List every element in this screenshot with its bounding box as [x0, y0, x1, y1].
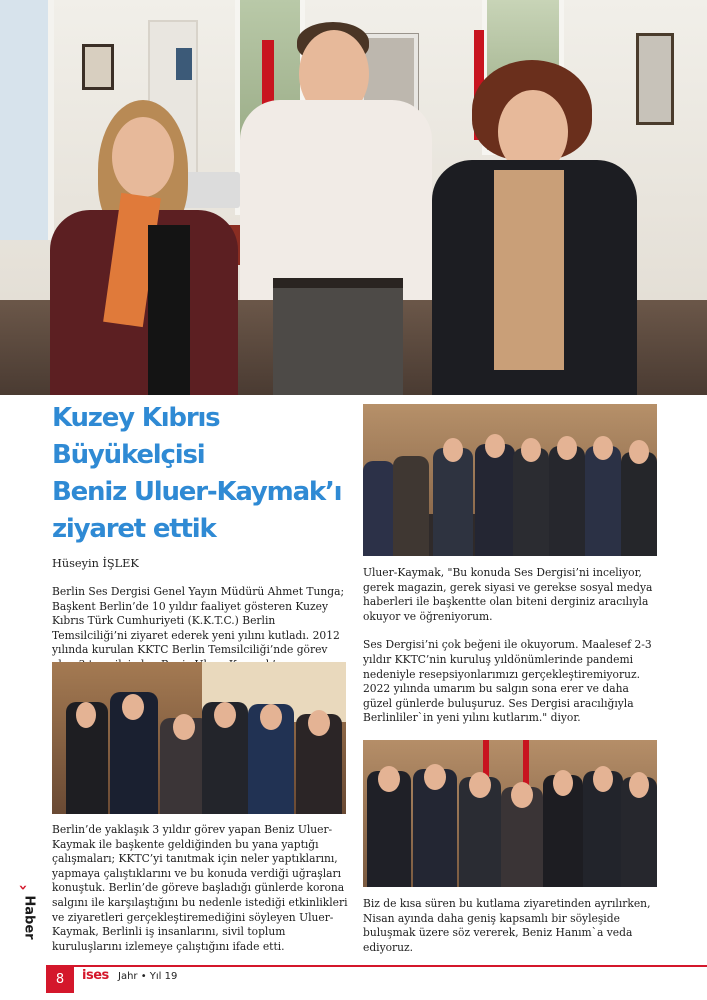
footer-rule	[46, 965, 707, 967]
headline-line-1: Kuzey Kıbrıs Büyükelçisi	[52, 403, 220, 470]
headline-line-2: Beniz Uluer-Kaymak’ı	[52, 477, 342, 507]
headline-line-3: ziyaret ettik	[52, 514, 216, 544]
photo-group-top-right	[363, 404, 657, 556]
paragraph-3: Uluer-Kaymak, "Bu konuda Ses Dergisi’ni inceliyor, gerek magazin, gerek siyasi ve gerekse sosyal medya haberleri ile başkentte olan biteni derginiz aracılıyla okuyor ve öğreniyorum.	[363, 566, 653, 623]
paragraph-1: Berlin Ses Dergisi Genel Yayın Müdürü Ahmet Tunga; Başkent Berlin’de 10 yıldır faaliyet gösteren Kuzey Kıbrıs Türk Cumhuriyeti (K.K.T.C.) Berlin Temsilciliği’ni ziyaret ederek yeni yılını kutladı. 2012 yılında kurulan KKTC Berlin Temsilciliği’nde görev	[52, 585, 345, 657]
paragraph-4: Ses Dergisi’ni çok beğeni ile okuyorum. Maalesef 2-3 yıldır KKTC’nin kuruluş yıldönümlerinde pandemi nedeniyle resepsiyonlarımızı gerçekleştiremiyoruz. 2022 yılında umarım bu salgın sona erer ve daha güzel günlerde buluşuruz. Ses Dergisi aracılığıyla Berlinliler`in yeni yılını kutlarım." diyor.	[363, 638, 652, 725]
ses-logo-icon: ises	[82, 968, 109, 983]
headline	[52, 398, 348, 548]
paragraph-2: Berlin’de yaklaşık 3 yıldır görev yapan Beniz Uluer-Kaymak ile başkente geldiğinden bu yana yaptığı çalışmaları; KKTC’yi tanıtmak için neler yaptıklarını, yapmaya çalıştıklarını ve bu konuda verdiği uğraşları konuştuk. Berlin’de göreve başladığı günlerde korona salgını ile karşılaştığını bu nedenle istediği etkinlikleri ve ziyaretleri gerçekleştiremediğini söyleyen Uluer-Kaymak, Berlinli iş insanlarını, sivil toplum kuruluşlarını izlemeye çalıştığını ifade etti.	[52, 823, 348, 953]
page-number: 8	[46, 967, 74, 993]
section-label	[14, 880, 40, 940]
left-column	[52, 398, 348, 702]
section-label-text: Haber	[21, 895, 37, 940]
photo-group-bottom-right	[363, 740, 657, 887]
right-column	[363, 566, 659, 726]
chevron-right-icon: ›	[14, 884, 33, 891]
photo-group-left	[52, 662, 346, 814]
author-byline: Hüseyin İŞLEK	[52, 557, 139, 570]
paragraph-5: Biz de kısa süren bu kutlama ziyaretinden ayrılırken, Nisan ayında daha geniş kapsamlı bir söyleşide buluşmak üzere söz vererek, Beniz Hanım`a veda ediyoruz.	[363, 897, 651, 954]
issue-label: Jahr • Yıl 19	[118, 971, 178, 982]
hero-photo	[0, 0, 707, 395]
